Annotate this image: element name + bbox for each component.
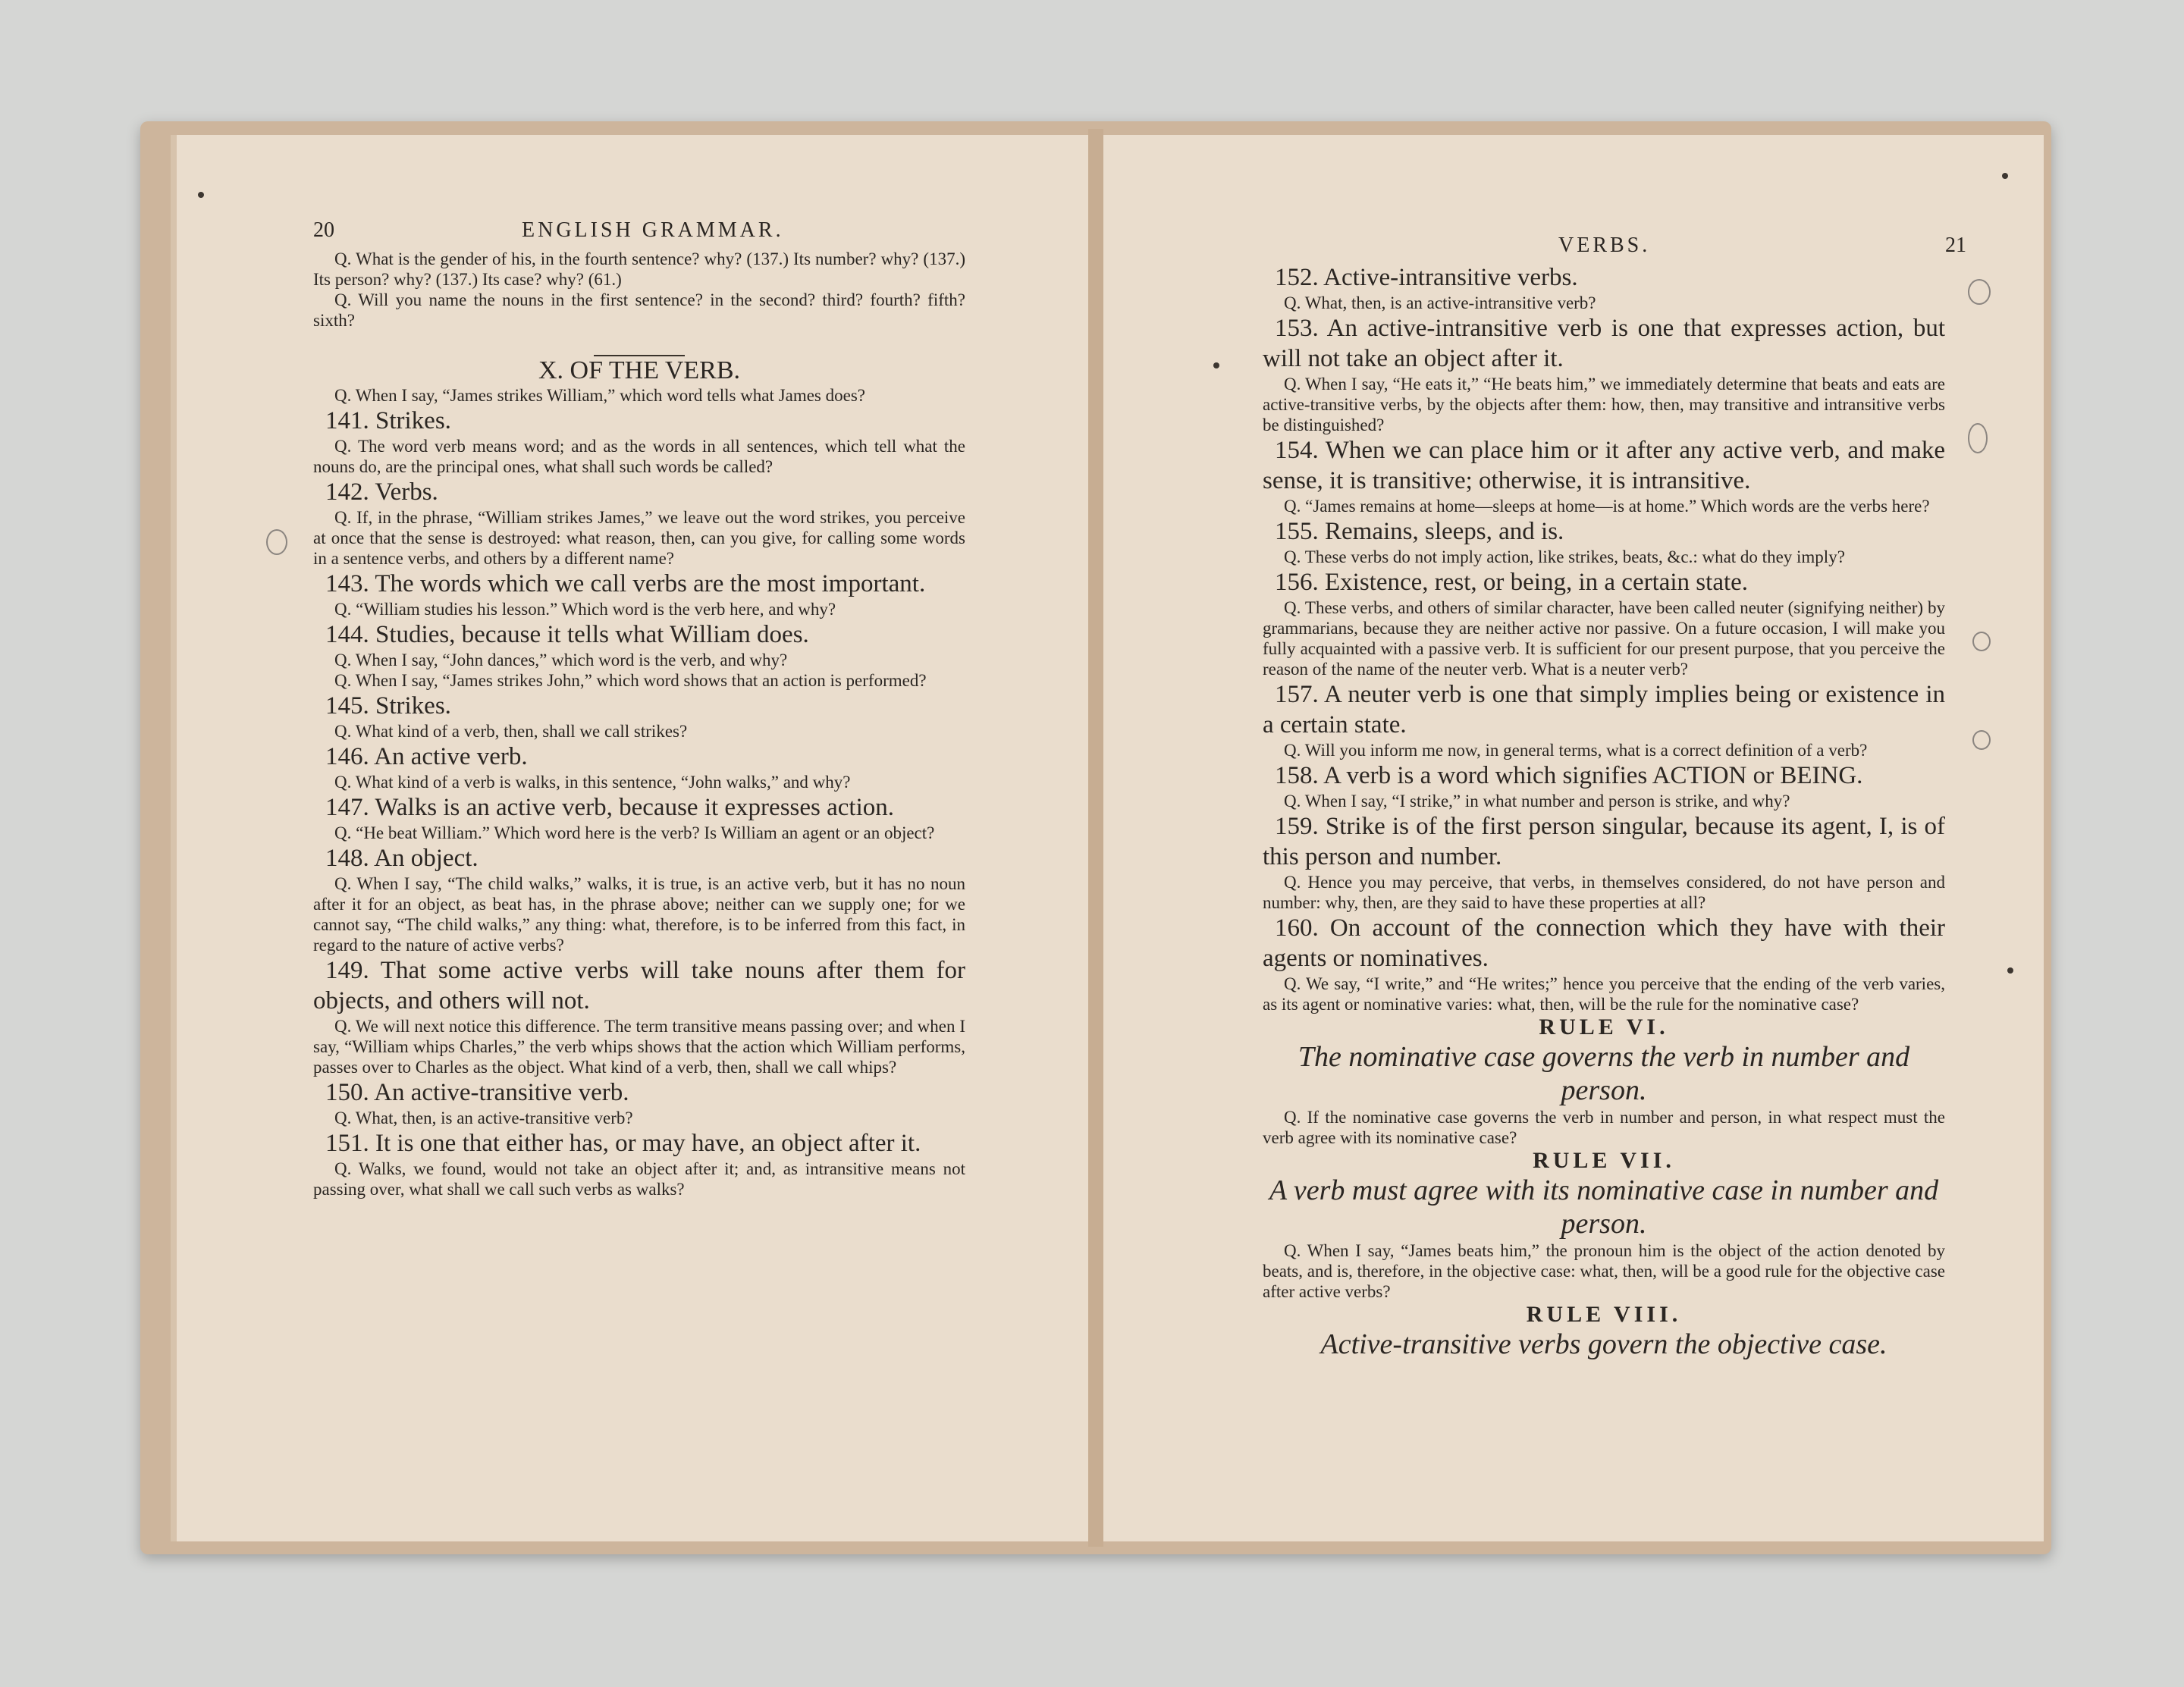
question-paragraph: Q. When I say, “James strikes William,” which word tells what James does?	[334, 386, 865, 405]
open-book	[140, 121, 2051, 1554]
left-page-text	[313, 249, 965, 1199]
staple-hole-dot	[2002, 173, 2008, 179]
question-paragraph: Q. When I say, “James strikes John,” which word shows that an action is performed?	[334, 671, 927, 690]
question-paragraph: Q. We will next notice this difference. The term transitive means passing over; and when I say, “William whips Charles,” the verb whips shows that the action which William performs, passes over to Charles as the object. What kind of a verb, then, shall we call whips?	[313, 1017, 965, 1077]
answer-paragraph: 148. An object.	[325, 845, 479, 872]
question-paragraph: Q. What is the gender of his, in the fourth sentence? why? (137.) Its number? why? (137.) Its person? why? (137.) Its case? why? (61.)	[313, 249, 965, 289]
pencil-circle-mark	[266, 529, 287, 555]
answer-paragraph: 158. A verb is a word which signifies ACTION or BEING.	[1275, 762, 1863, 789]
answer-paragraph: 150. An active-transitive verb.	[325, 1079, 629, 1106]
rule-heading: RULE VIII.	[1526, 1302, 1682, 1327]
rule-heading: RULE VI.	[1539, 1014, 1669, 1039]
answer-paragraph: 151. It is one that either has, or may have, an object after it.	[325, 1130, 921, 1157]
staple-hole-dot	[1213, 362, 1219, 368]
question-paragraph: Q. “He beat William.” Which word here is the verb? Is William an agent or an object?	[334, 823, 935, 842]
left-page	[171, 135, 1088, 1541]
answer-paragraph: 152. Active-intransitive verbs.	[1275, 264, 1578, 291]
right-paragraphs	[1263, 262, 1945, 1361]
question-paragraph: Q. When I say, “The child walks,” walks, it is true, is an active verb, but it has no noun after it for an object, as beat has, in the phrase above; neither can we supply one; for we cannot say, “The child walks,” any thing: what, therefore, is to be inferred from this fact, in regard to the nature of active verbs?	[313, 874, 965, 955]
answer-paragraph: 154. When we can place him or it after any active verb, and make sense, it is transitive; otherwise, it is intransitive.	[1263, 437, 1945, 494]
question-paragraph: Q. If, in the phrase, “William strikes James,” we leave out the word strikes, you perceive at once that the sense is destroyed: what reason, then, can you give, for calling some words in a sentence verbs, and others by a different name?	[313, 508, 965, 568]
answer-paragraph: 159. Strike is of the first person singular, because its agent, I, is of this person and number.	[1263, 813, 1945, 870]
question-paragraph: Q. Will you name the nouns in the first sentence? in the second? third? fourth? fifth? sixth?	[313, 290, 965, 330]
question-paragraph: Q. When I say, “James beats him,” the pronoun him is the object of the action denoted by beats, and is, therefore, in the objective case: what, then, will be a good rule for the objective case after active verbs?	[1263, 1241, 1945, 1301]
right-page	[1103, 135, 2044, 1541]
pencil-circle-mark	[1972, 632, 1991, 651]
page-number-right: 21	[1945, 234, 1966, 257]
staple-hole-dot	[2007, 967, 2013, 974]
question-paragraph: Q. “William studies his lesson.” Which word is the verb here, and why?	[334, 600, 836, 619]
question-paragraph: Q. When I say, “John dances,” which word is the verb, and why?	[334, 651, 788, 669]
question-paragraph: Q. “James remains at home—sleeps at home—is at home.” Which words are the verbs here?	[1284, 497, 1930, 516]
answer-paragraph: 145. Strikes.	[325, 692, 451, 720]
question-paragraph: Q. When I say, “He eats it,” “He beats him,” we immediately determine that beats and eats are active-transitive verbs, by the objects after them: how, then, may transitive and intransitive verbs be distinguished?	[1263, 375, 1945, 434]
answer-paragraph: 149. That some active verbs will take nouns after them for objects, and others will not.	[313, 957, 965, 1014]
question-paragraph: Q. The word verb means word; and as the words in all sentences, which tell what the nouns do, are the principal ones, what shall such words be called?	[313, 437, 965, 476]
question-paragraph: Q. Will you inform me now, in general terms, what is a correct definition of a verb?	[1284, 741, 1868, 760]
answer-paragraph: 155. Remains, sleeps, and is.	[1275, 518, 1564, 545]
section-title: X. OF THE VERB.	[538, 356, 741, 384]
answer-paragraph: 147. Walks is an active verb, because it expresses action.	[325, 794, 894, 821]
left-paragraphs	[313, 385, 965, 1199]
answer-paragraph: 160. On account of the connection which they have with their agents or nominatives.	[1263, 914, 1945, 972]
question-paragraph: Q. What kind of a verb is walks, in this sentence, “John walks,” and why?	[334, 773, 851, 792]
pencil-circle-mark	[1968, 423, 1988, 453]
answer-paragraph: 157. A neuter verb is one that simply implies being or existence in a certain state.	[1263, 681, 1945, 738]
answer-paragraph: 153. An active-intransitive verb is one that expresses action, but will not take an object after it.	[1263, 315, 1945, 372]
page-number-left: 20	[313, 218, 334, 242]
answer-paragraph: 144. Studies, because it tells what William does.	[325, 621, 809, 648]
question-paragraph: Q. When I say, “I strike,” in what number and person is strike, and why?	[1284, 792, 1790, 811]
right-page-text	[1263, 262, 1945, 1361]
pencil-circle-mark	[1968, 279, 1991, 305]
answer-paragraph: 156. Existence, rest, or being, in a certain state.	[1275, 569, 1749, 596]
answer-paragraph: 143. The words which we call verbs are the most important.	[325, 570, 926, 597]
running-head-left: ENGLISH GRAMMAR.	[522, 218, 784, 242]
rule-statement: A verb must agree with its nominative case in number and person.	[1269, 1174, 1939, 1240]
answer-paragraph: 142. Verbs.	[325, 478, 438, 506]
pencil-circle-mark	[1972, 730, 1991, 750]
question-paragraph: Q. These verbs, and others of similar character, have been called neuter (signifying neither) by grammarians, because they are neither active nor passive. On a future occasion, I will make you fully acquainted with a passive verb. It is sufficient for our present purpose, that you perceive the reason of the name of the neuter verb. What is a neuter verb?	[1263, 598, 1945, 679]
question-paragraph: Q. These verbs do not imply action, like strikes, beats, &c.: what do they imply?	[1284, 547, 1845, 566]
question-paragraph: Q. What kind of a verb, then, shall we call strikes?	[334, 722, 688, 741]
running-head-right: VERBS.	[1558, 234, 1651, 257]
rule-statement: The nominative case governs the verb in number and person.	[1298, 1041, 1910, 1106]
question-paragraph: Q. Hence you may perceive, that verbs, in themselves considered, do not have person and number: why, then, are they said to have these properties at all?	[1263, 873, 1945, 912]
question-paragraph: Q. If the nominative case governs the verb in number and person, in what respect must the verb agree with its nominative case?	[1263, 1108, 1945, 1147]
question-paragraph: Q. What, then, is an active-intransitive verb?	[1284, 293, 1596, 312]
answer-paragraph: 141. Strikes.	[325, 407, 451, 434]
question-paragraph: Q. What, then, is an active-transitive verb?	[334, 1108, 633, 1127]
staple-hole-dot	[198, 192, 204, 198]
answer-paragraph: 146. An active verb.	[325, 743, 528, 770]
question-paragraph: Q. Walks, we found, would not take an object after it; and, as intransitive means not passing over, what shall we call such verbs as walks?	[313, 1159, 965, 1199]
book-gutter	[1088, 129, 1103, 1547]
rule-heading: RULE VII.	[1533, 1148, 1675, 1173]
question-paragraph: Q. We say, “I write,” and “He writes;” hence you perceive that the ending of the verb varies, as its agent or nominative varies: what, then, will be the rule for the nominative case?	[1263, 974, 1945, 1014]
rule-statement: Active-transitive verbs govern the objective case.	[1320, 1328, 1887, 1360]
